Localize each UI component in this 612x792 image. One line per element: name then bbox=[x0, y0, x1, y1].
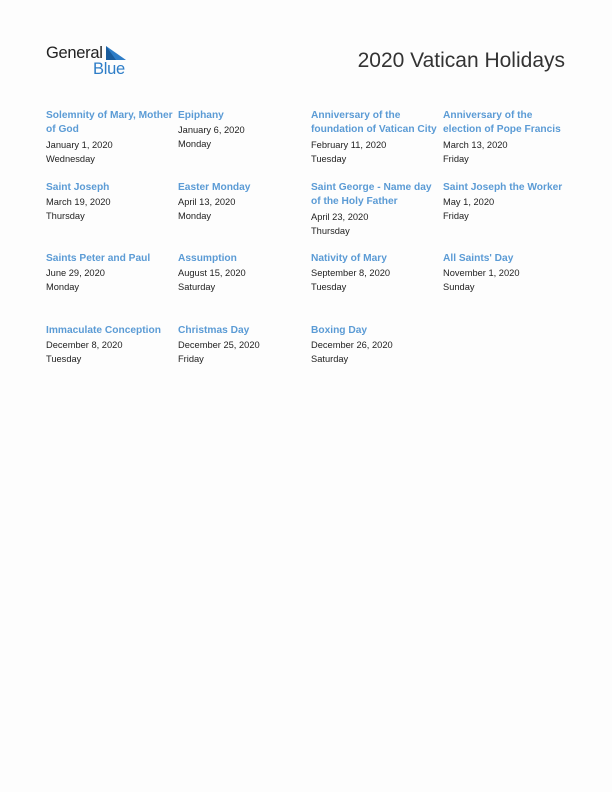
holiday-name: Boxing Day bbox=[311, 325, 368, 336]
holiday-name: Solemnity of Mary, Mother of God bbox=[46, 110, 173, 136]
holiday-item bbox=[311, 324, 439, 366]
holiday-name: Saint George - Name day of the Holy Father bbox=[311, 182, 432, 208]
holiday-name: Anniversary of the foundation of Vatican City bbox=[311, 110, 437, 136]
holiday-item bbox=[443, 252, 571, 294]
holiday-date: December 26, 2020 bbox=[311, 340, 393, 351]
holiday-name: Christmas Day bbox=[178, 325, 250, 336]
holiday-name: Epiphany bbox=[178, 110, 224, 121]
holiday-item bbox=[46, 252, 174, 294]
holiday-name: Easter Monday bbox=[178, 182, 251, 193]
holiday-date: April 23, 2020 bbox=[311, 211, 369, 222]
holiday-weekday: Thursday bbox=[46, 211, 85, 222]
holiday-weekday: Tuesday bbox=[311, 153, 347, 164]
holiday-weekday: Sunday bbox=[443, 282, 475, 293]
holiday-item bbox=[46, 324, 174, 366]
holiday-item bbox=[311, 252, 439, 294]
holiday-weekday: Friday bbox=[443, 211, 469, 222]
logo bbox=[46, 44, 136, 80]
holiday-date: March 13, 2020 bbox=[443, 139, 508, 150]
holiday-date: December 8, 2020 bbox=[46, 340, 123, 351]
holiday-item bbox=[178, 252, 306, 294]
holiday-name: Saint Joseph bbox=[46, 182, 110, 193]
holiday-weekday: Saturday bbox=[178, 282, 216, 293]
holiday-date: January 6, 2020 bbox=[178, 125, 245, 136]
holiday-weekday: Tuesday bbox=[46, 354, 82, 365]
page-title: 2020 Vatican Holidays bbox=[357, 49, 565, 72]
holiday-weekday: Tuesday bbox=[311, 282, 347, 293]
holiday-name: Nativity of Mary bbox=[311, 253, 387, 264]
holiday-item bbox=[443, 109, 571, 166]
holiday-date: May 1, 2020 bbox=[443, 197, 495, 208]
holiday-weekday: Friday bbox=[443, 153, 469, 164]
holiday-date: March 19, 2020 bbox=[46, 197, 111, 208]
holiday-weekday: Friday bbox=[178, 354, 204, 365]
holiday-weekday: Monday bbox=[178, 211, 212, 222]
holiday-name: Assumption bbox=[178, 253, 237, 264]
holiday-item bbox=[311, 181, 439, 238]
holiday-item bbox=[46, 181, 174, 223]
holiday-weekday: Thursday bbox=[311, 225, 350, 236]
holiday-date: August 15, 2020 bbox=[178, 268, 246, 279]
logo-text-general: General bbox=[46, 44, 103, 62]
holiday-weekday: Monday bbox=[178, 139, 212, 150]
holiday-item bbox=[178, 109, 306, 151]
holiday-item bbox=[311, 109, 439, 166]
holiday-date: January 1, 2020 bbox=[46, 139, 113, 150]
holiday-item bbox=[443, 181, 571, 223]
holiday-name: Saint Joseph the Worker bbox=[443, 182, 563, 193]
holiday-name: Immaculate Conception bbox=[46, 325, 161, 336]
holiday-date: September 8, 2020 bbox=[311, 268, 391, 279]
holiday-weekday: Monday bbox=[46, 282, 80, 293]
holiday-weekday: Saturday bbox=[311, 354, 349, 365]
logo-text-blue: Blue bbox=[93, 60, 125, 78]
holiday-date: November 1, 2020 bbox=[443, 268, 520, 279]
holiday-weekday: Wednesday bbox=[46, 153, 95, 164]
holiday-date: December 25, 2020 bbox=[178, 340, 260, 351]
holiday-item bbox=[178, 181, 306, 223]
holiday-date: April 13, 2020 bbox=[178, 197, 236, 208]
holiday-name: All Saints' Day bbox=[443, 253, 514, 264]
holiday-item bbox=[46, 109, 174, 166]
holiday-date: February 11, 2020 bbox=[311, 139, 387, 150]
holiday-name: Saints Peter and Paul bbox=[46, 253, 151, 264]
holiday-name: Anniversary of the election of Pope Francis bbox=[443, 110, 561, 136]
holiday-item bbox=[178, 324, 306, 366]
holiday-date: June 29, 2020 bbox=[46, 268, 105, 279]
